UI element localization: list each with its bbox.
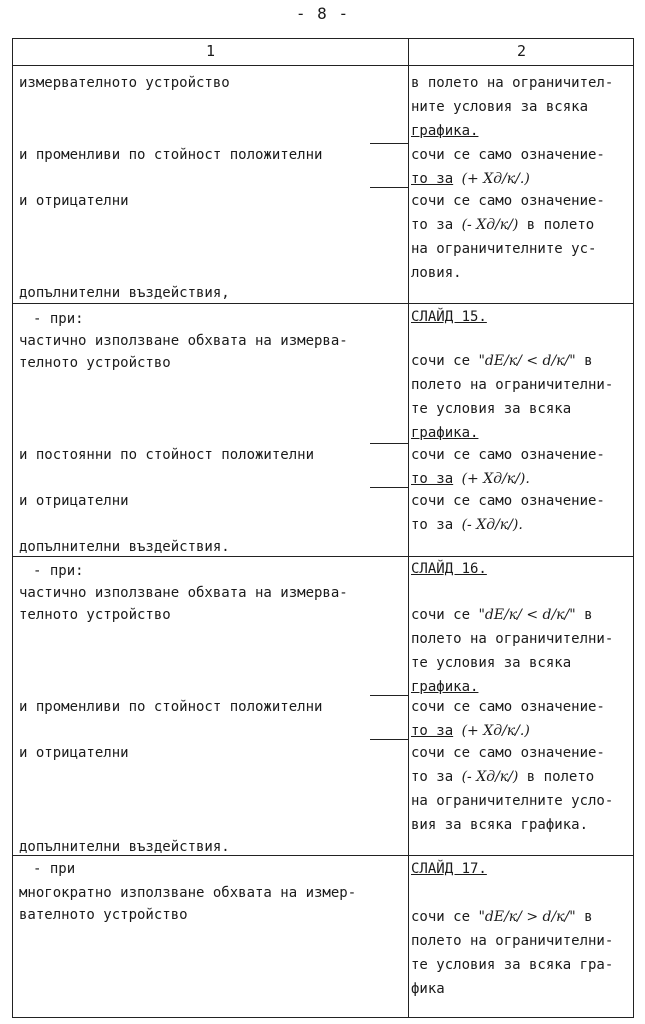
s2-right-a1-formula: "dЕ/к/ < d/к/": [478, 353, 576, 369]
s4-left-3: вателното устройство: [19, 907, 188, 923]
s2-right-a3: те условия за всяка: [411, 401, 572, 417]
s1-right-b2: [411, 167, 530, 191]
s1-right-c3: на ограничителните ус-: [411, 241, 597, 257]
s1-right-b2-text: то за: [411, 171, 454, 187]
s2-bracket-2: [370, 487, 408, 488]
s2-right-c2: [411, 513, 523, 537]
page-number: - 8 -: [295, 4, 350, 23]
s1-left-2: и променливи по стойност положителни: [19, 147, 323, 163]
s3-right-a3: те условия за всяка: [411, 655, 572, 671]
s1-right-a1: в полето на ограничител-: [411, 75, 614, 91]
s4-right-a1-text: сочи се: [411, 909, 471, 925]
s2-right-a2: полето на ограничителни-: [411, 377, 614, 393]
s3-right-b2-text: то за: [411, 723, 454, 739]
s2-left-2: частично използване обхвата на измерва-: [19, 333, 348, 349]
section-divider-3: [13, 855, 633, 856]
s3-left-6: допълнителни въздействия.: [19, 839, 230, 855]
s4-left-1: - при: [33, 861, 76, 877]
s4-right-a1-tail: в: [584, 909, 593, 925]
s3-right-c2-tail: в полето: [526, 769, 595, 785]
s3-left-4: и променливи по стойност положителни: [19, 699, 323, 715]
s2-left-5: и отрицателни: [19, 493, 129, 509]
s2-right-a1-text: сочи се: [411, 353, 471, 369]
s3-right-c1: сочи се само означение-: [411, 745, 605, 761]
s4-slide-label: СЛАЙД 17.: [411, 861, 487, 877]
s2-right-c2-formula: (- Хд/к/).: [461, 517, 523, 533]
document-table: [12, 38, 634, 1018]
s3-right-a1: [411, 603, 593, 627]
s2-right-b2: [411, 467, 530, 491]
s2-right-c2-text: то за: [411, 517, 454, 533]
s1-right-c2-formula: (- Хд/к/): [461, 217, 519, 233]
s1-left-4: допълнителни въздействия,: [19, 285, 230, 301]
header-divider: [13, 65, 633, 66]
section-divider-1: [13, 303, 633, 304]
s2-slide-label: СЛАЙД 15.: [411, 309, 487, 325]
s3-right-c2-text: то за: [411, 769, 454, 785]
s2-left-1: - при:: [33, 311, 84, 327]
s2-right-a1-tail: в: [584, 353, 593, 369]
s4-right-a4: фика: [411, 981, 445, 997]
s3-right-a1-text: сочи се: [411, 607, 471, 623]
s2-left-4: и постоянни по стойност положителни: [19, 447, 315, 463]
s3-left-2: частично използване обхвата на измерва-: [19, 585, 348, 601]
s1-right-c2-tail: в полето: [526, 217, 595, 233]
s1-left-3: и отрицателни: [19, 193, 129, 209]
s3-right-c3: на ограничителните усло-: [411, 793, 614, 809]
s3-right-c4: вия за всяка графика.: [411, 817, 589, 833]
s2-left-3: телното устройство: [19, 355, 171, 371]
s1-right-c2-text: то за: [411, 217, 454, 233]
s3-right-b1: сочи се само означение-: [411, 699, 605, 715]
section-divider-2: [13, 556, 633, 557]
s1-right-b2-formula: (+ Хд/к/.): [461, 171, 530, 187]
s3-right-b2-formula: (+ Хд/к/.): [461, 723, 530, 739]
s1-right-b1: сочи се само означение-: [411, 147, 605, 163]
column-header-1: 1: [205, 42, 216, 60]
column-divider: [408, 39, 409, 1017]
s1-bracket-2: [370, 187, 408, 188]
s3-right-a1-formula: "dЕ/к/ < d/к/": [478, 607, 576, 623]
s1-left-1: измервателното устройство: [19, 75, 230, 91]
s2-right-a1: [411, 349, 593, 373]
s3-slide-label: СЛАЙД 16.: [411, 561, 487, 577]
s2-left-6: допълнителни въздействия.: [19, 539, 230, 555]
s2-right-b2-text: то за: [411, 471, 454, 487]
s2-right-a4: графика.: [411, 425, 479, 441]
s3-left-5: и отрицателни: [19, 745, 129, 761]
s3-right-c2-formula: (- Хд/к/): [461, 769, 519, 785]
s3-right-c2: [411, 765, 594, 789]
s4-right-a1: [411, 905, 593, 929]
s1-right-c4: ловия.: [411, 265, 462, 281]
s3-left-1: - при:: [33, 563, 84, 579]
s1-right-c1: сочи се само означение-: [411, 193, 605, 209]
column-header-2: 2: [516, 42, 527, 60]
s2-right-b2-formula: (+ Хд/к/).: [461, 471, 530, 487]
s4-right-a1-formula: "dЕ/к/ > d/к/": [478, 909, 576, 925]
s3-right-b2: [411, 719, 530, 743]
s3-bracket-2: [370, 739, 408, 740]
s2-right-c1: сочи се само означение-: [411, 493, 605, 509]
s3-right-a2: полето на ограничителни-: [411, 631, 614, 647]
s3-right-a4: графика.: [411, 679, 479, 695]
s3-right-a1-tail: в: [584, 607, 593, 623]
s1-bracket-1: [370, 143, 408, 144]
s1-right-a3: графика.: [411, 123, 479, 139]
s4-left-2: многократно използване обхвата на измер-: [19, 885, 357, 901]
s2-right-b1: сочи се само означение-: [411, 447, 605, 463]
s4-right-a3: те условия за всяка гра-: [411, 957, 614, 973]
s3-bracket-1: [370, 695, 408, 696]
s4-right-a2: полето на ограничителни-: [411, 933, 614, 949]
s3-left-3: телното устройство: [19, 607, 171, 623]
s1-right-c2: [411, 213, 594, 237]
s2-bracket-1: [370, 443, 408, 444]
s1-right-a2: ните условия за всяка: [411, 99, 589, 115]
